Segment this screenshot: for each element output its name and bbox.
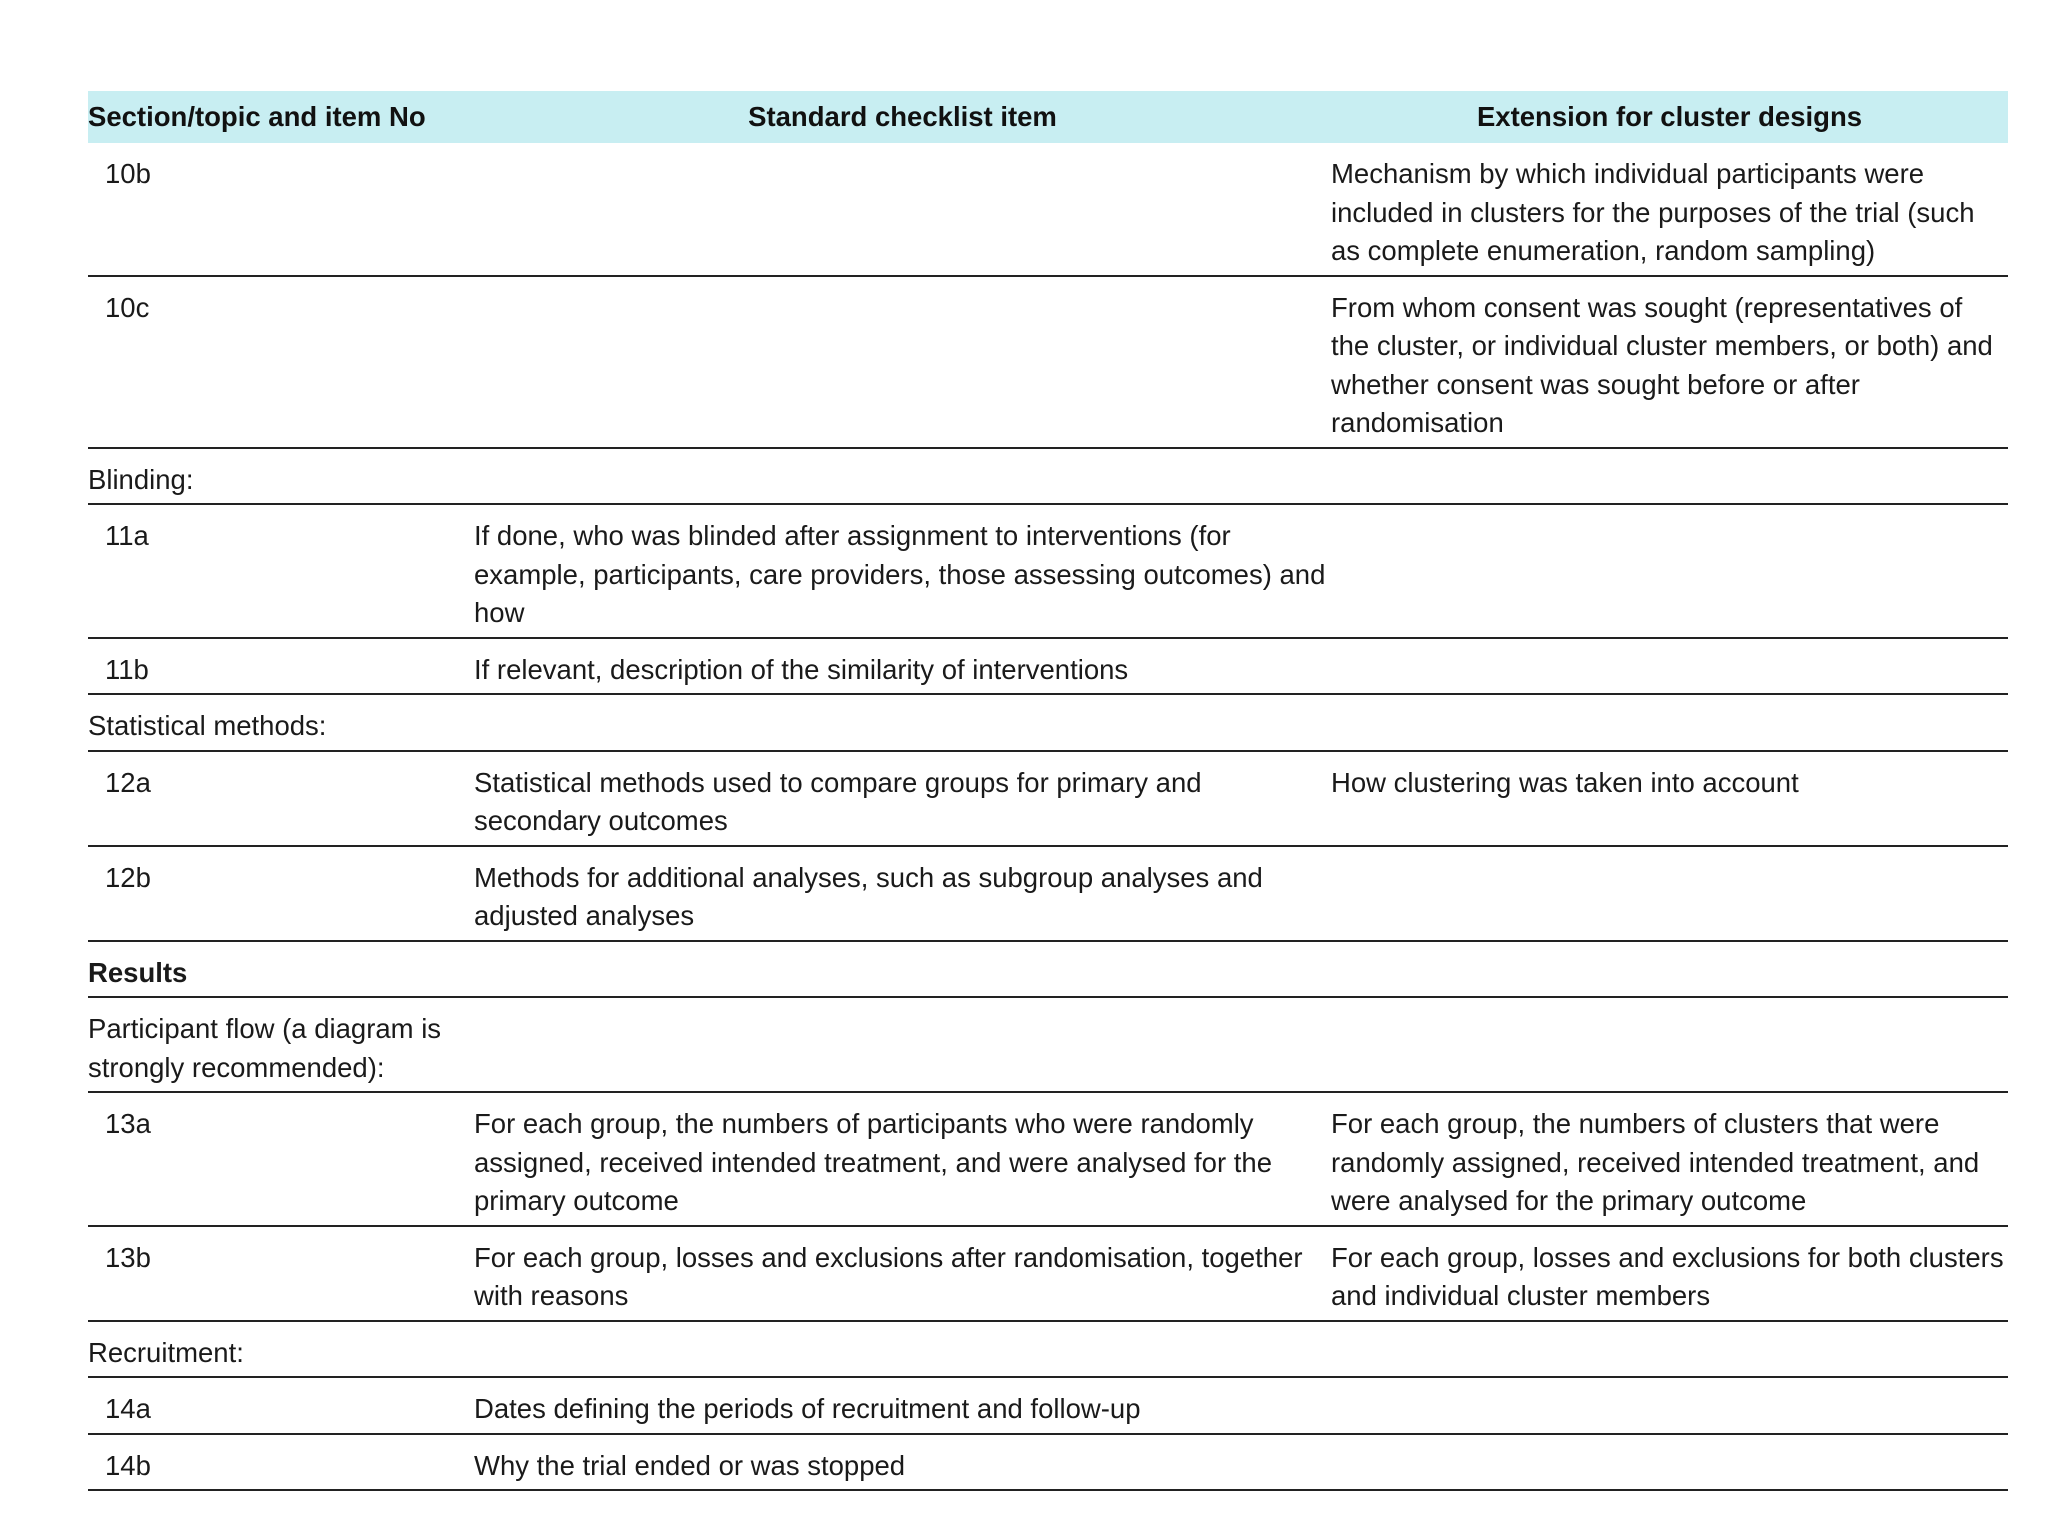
checklist-item-row <box>88 1092 2008 1226</box>
item-number: 14b <box>88 1434 474 1491</box>
empty-cell <box>1331 1321 2008 1378</box>
cluster-extension-text <box>1331 846 2008 941</box>
cluster-extension-text: Mechanism by which individual participants were included in clusters for the purposes of the trial (such as complete enumeration, random sampling) <box>1331 143 2008 276</box>
standard-item-text <box>474 143 1331 276</box>
checklist-item-row <box>88 504 2008 638</box>
cluster-extension-text: For each group, losses and exclusions for both clusters and individual cluster members <box>1331 1226 2008 1321</box>
section-row <box>88 997 2008 1092</box>
section-row <box>88 694 2008 751</box>
standard-item-text: For each group, the numbers of participants who were randomly assigned, received intended treatment, and were analysed for the primary outcome <box>474 1092 1331 1226</box>
empty-cell <box>474 448 1331 505</box>
cluster-extension-text <box>1331 638 2008 695</box>
section-row <box>88 448 2008 505</box>
empty-cell <box>474 941 1331 998</box>
empty-cell <box>474 1321 1331 1378</box>
item-number: 13a <box>88 1092 474 1226</box>
standard-item-text: If done, who was blinded after assignment to interventions (for example, participants, care providers, those assessing outcomes) and how <box>474 504 1331 638</box>
item-number: 11b <box>88 638 474 695</box>
standard-item-text: For each group, losses and exclusions after randomisation, together with reasons <box>474 1226 1331 1321</box>
section-label: Statistical methods: <box>88 694 474 751</box>
checklist-table <box>88 91 2008 1491</box>
table-body <box>88 143 2008 1490</box>
checklist-item-row <box>88 638 2008 695</box>
cluster-extension-text <box>1331 504 2008 638</box>
section-row <box>88 941 2008 998</box>
cluster-extension-text: For each group, the numbers of clusters that were randomly assigned, received intended treatment, and were analysed for the primary outcome <box>1331 1092 2008 1226</box>
checklist-item-row <box>88 276 2008 448</box>
item-number: 10b <box>88 143 474 276</box>
item-number: 12b <box>88 846 474 941</box>
section-label: Participant flow (a diagram is strongly recommended): <box>88 997 474 1092</box>
cluster-extension-text: How clustering was taken into account <box>1331 751 2008 846</box>
cluster-extension-text <box>1331 1434 2008 1491</box>
empty-cell <box>1331 941 2008 998</box>
item-number: 13b <box>88 1226 474 1321</box>
item-number: 12a <box>88 751 474 846</box>
standard-item-text <box>474 276 1331 448</box>
item-number: 10c <box>88 276 474 448</box>
cluster-extension-text: From whom consent was sought (representatives of the cluster, or individual cluster members, or both) and whether consent was sought before or after randomisation <box>1331 276 2008 448</box>
section-label: Recruitment: <box>88 1321 474 1378</box>
empty-cell <box>474 694 1331 751</box>
header-standard-item: Standard checklist item <box>474 91 1331 143</box>
section-row <box>88 1321 2008 1378</box>
checklist-item-row <box>88 143 2008 276</box>
standard-item-text: Methods for additional analyses, such as subgroup analyses and adjusted analyses <box>474 846 1331 941</box>
empty-cell <box>474 997 1331 1092</box>
header-row <box>88 91 2008 143</box>
table-header <box>88 91 2008 143</box>
header-cluster-extension: Extension for cluster designs <box>1331 91 2008 143</box>
standard-item-text: Why the trial ended or was stopped <box>474 1434 1331 1491</box>
empty-cell <box>1331 694 2008 751</box>
standard-item-text: Dates defining the periods of recruitment and follow-up <box>474 1377 1331 1434</box>
item-number: 11a <box>88 504 474 638</box>
section-label: Blinding: <box>88 448 474 505</box>
checklist-item-row <box>88 1377 2008 1434</box>
checklist-item-row <box>88 846 2008 941</box>
checklist-item-row <box>88 1226 2008 1321</box>
section-label: Results <box>88 941 474 998</box>
checklist-item-row <box>88 1434 2008 1491</box>
standard-item-text: Statistical methods used to compare groups for primary and secondary outcomes <box>474 751 1331 846</box>
cluster-extension-text <box>1331 1377 2008 1434</box>
standard-item-text: If relevant, description of the similarity of interventions <box>474 638 1331 695</box>
item-number: 14a <box>88 1377 474 1434</box>
header-section-topic: Section/topic and item No <box>88 91 474 143</box>
checklist-item-row <box>88 751 2008 846</box>
empty-cell <box>1331 997 2008 1092</box>
empty-cell <box>1331 448 2008 505</box>
